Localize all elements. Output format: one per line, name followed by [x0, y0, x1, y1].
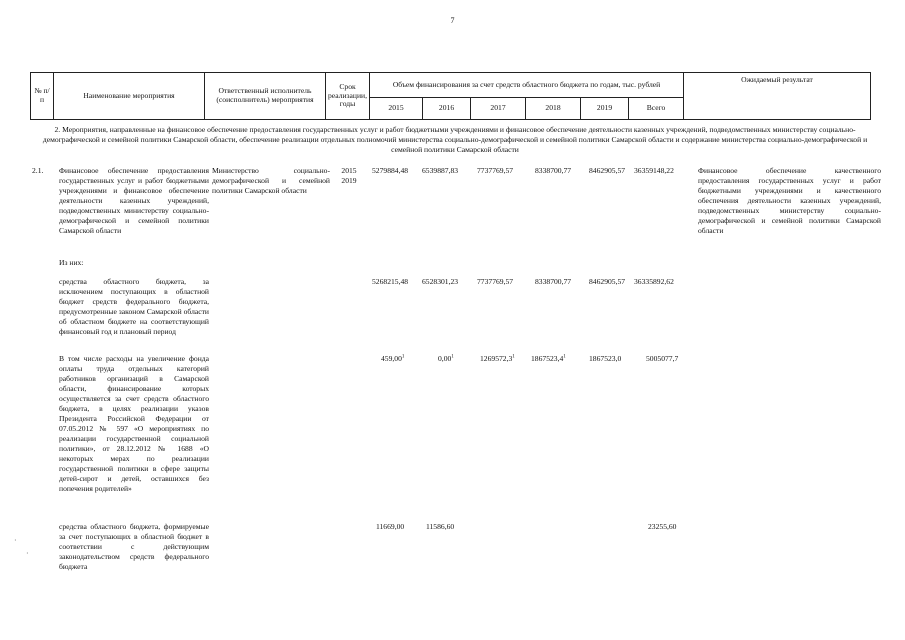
page-number: 7 — [450, 16, 455, 25]
header-year-2015: 2015 — [370, 98, 423, 120]
sub1-value-2015: 5268215,48 — [372, 277, 409, 286]
sub2-value-2015: 459,00$^1$ — [381, 354, 405, 363]
row-executor: Министерство социально-демографической и семейной политики Самарской области — [212, 166, 330, 196]
row-value-2017: 7737769,57 — [477, 166, 514, 175]
header-term: Срок реализации, годы — [326, 73, 370, 120]
sub2-value-total: 5005077,7 — [646, 354, 679, 363]
header-year-2019: 2019 — [581, 98, 629, 120]
sub2-name: В том числе расходы на увеличение фонда оплаты труда отдельных категорий работников организаций в Самарской области, финансирование которых осуществляется за счет средств областного бюджета, в целях реализации указов Президента Российской Федерации от 07.05.2012 № 597 «О мероприятиях по реализации государственной социальной политики», от 28.12.2012 № 1688 «О некоторых мерах по реализации государственной политики в сфере защиты детей-сирот и детей, оставшихся без попечения родителей» — [59, 354, 209, 494]
header-executor: Ответственный исполнитель (соисполнитель) мероприятия — [205, 73, 326, 120]
scan-speck: · — [14, 536, 17, 545]
header-num: № п/п — [31, 73, 54, 120]
header-year-2017: 2017 — [471, 98, 526, 120]
sub3-value-2016: 11586,60 — [426, 522, 455, 531]
sub1-value-2019: 8462905,57 — [589, 277, 626, 286]
table-header — [30, 72, 871, 120]
sub2-value-2017: 1269572,3$^1$ — [480, 354, 515, 363]
sub1-value-2018: 8338700,77 — [535, 277, 572, 286]
row-value-2016: 6539887,83 — [422, 166, 459, 175]
sub1-value-2016: 6528301,23 — [422, 277, 459, 286]
row-value-total: 36359148,22 — [634, 166, 674, 175]
row-value-2015: 5279884,48 — [372, 166, 409, 175]
of-them-label: Из них: — [59, 258, 84, 267]
sub2-value-2019: 1867523,0 — [589, 354, 622, 363]
sub3-value-total: 23255,60 — [648, 522, 677, 531]
sub3-name: средства областного бюджета, формируемые за счет поступающих в областной бюджет в соответствии с действующим законодательством средств федерального бюджета — [59, 522, 209, 572]
sub1-value-total: 36335892,62 — [634, 277, 674, 286]
header-year-2018: 2018 — [526, 98, 581, 120]
row-value-2019: 8462905,57 — [589, 166, 626, 175]
header-result: Ожидаемый результат — [684, 73, 871, 120]
sub2-value-2016: 0,00$^1$ — [438, 354, 454, 363]
header-funding: Объем финансирования за счет средств областного бюджета по годам, тыс. рублей — [370, 73, 684, 98]
sub1-value-2017: 7737769,57 — [477, 277, 514, 286]
row-term: 2015 2019 — [341, 166, 357, 186]
row-number: 2.1. — [32, 166, 44, 175]
row-value-2018: 8338700,77 — [535, 166, 572, 175]
row-result: Финансовое обеспечение качественного предоставления государственных услуг и работ бюджетными учреждениями и качественного обеспечения деятельности казенных учреждений, подведомственных министерству социально-демографической и семейной политики Самарской области — [698, 166, 881, 236]
header-year-2016: 2016 — [423, 98, 471, 120]
sub2-value-2018: 1867523,4$^1$ — [531, 354, 566, 363]
sub1-name: средства областного бюджета, за исключением поступающих в областной бюджет средств федерального бюджета, предусмотренные законом Самарской области об областном бюджете на соответствующий финансовый год и плановый период — [59, 277, 209, 337]
header-name: Наименование мероприятия — [54, 73, 205, 120]
scan-speck: · — [26, 549, 29, 558]
sub3-value-2015: 11669,00 — [376, 522, 405, 531]
section-title: 2. Мероприятия, направленные на финансовое обеспечение предоставления государственных услуг и работ бюджетными учреждениями и финансовое обеспечение деятельности казенных учреждений, подведомственных министерству социально-демографической и семейной политики Самарской области, обеспечение реализации отдельных полномочий министерства социально-демографической и семейной политики Самарской области и содержание министерства социально-демографической и семейной политики Самарской области — [42, 125, 868, 154]
header-total: Всего — [629, 98, 684, 120]
row-name: Финансовое обеспечение предоставления государственных услуг и работ бюджетными учреждениями и финансовое обеспечение деятельности казенных учреждений, подведомственных министерству социально-демографической и семейной политики Самарской области — [59, 166, 209, 236]
